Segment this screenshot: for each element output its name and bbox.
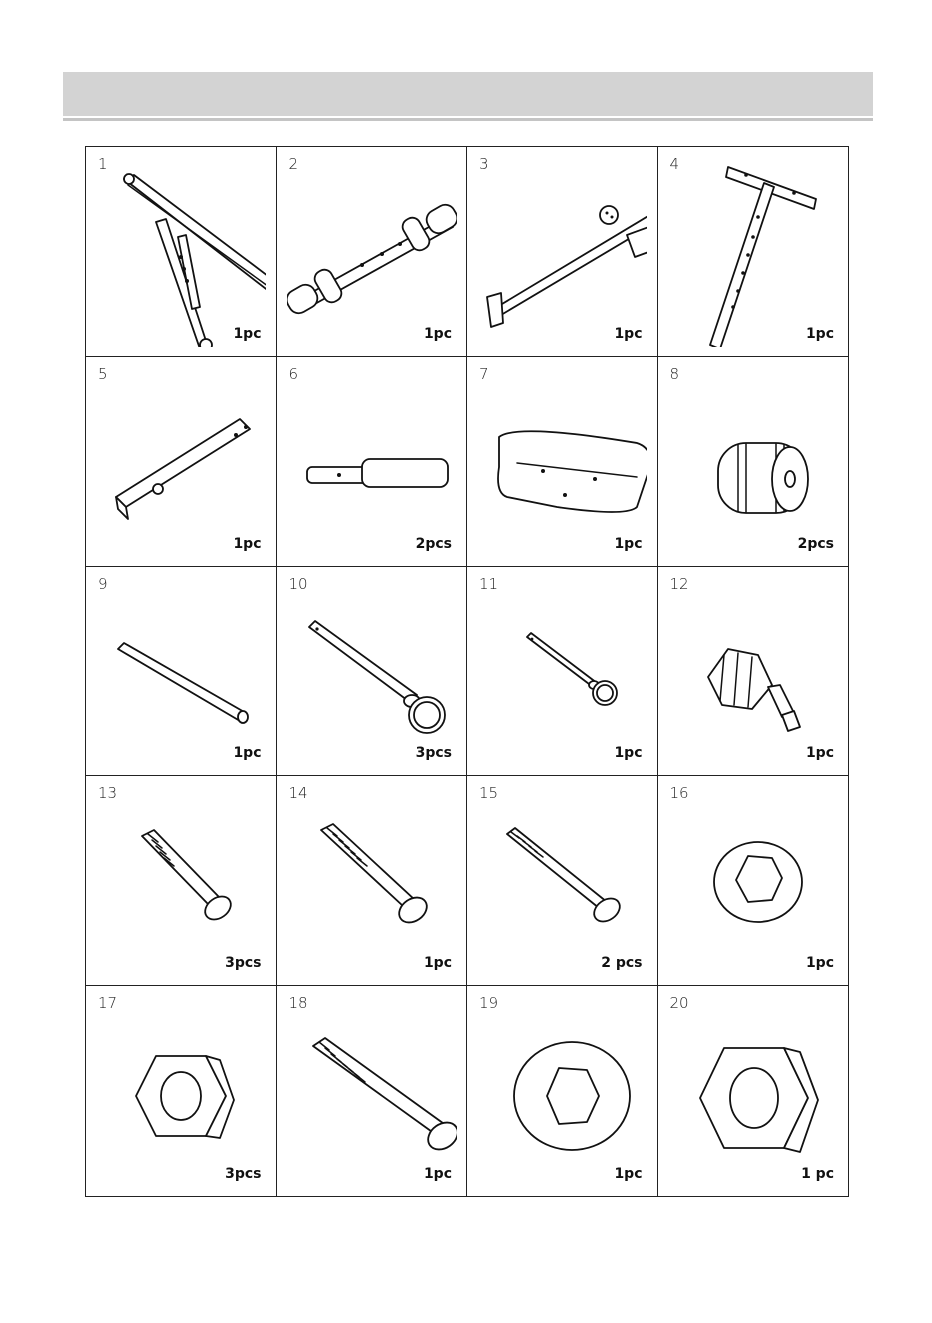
square-tube-icon [96,364,266,557]
seat-pad-icon [477,364,647,557]
ring-pin-large-icon [287,574,457,767]
padded-bar-icon [287,157,457,347]
part-quantity: 1pc [805,955,834,972]
part-cell-1 [86,147,277,357]
part-number: 17 [98,994,118,1013]
part-quantity: 1pc [423,1166,452,1182]
part-number: 11 [479,574,499,593]
sleeve-axle-icon [287,364,457,557]
part-cell-13 [86,776,277,986]
part-number: 10 [288,574,308,593]
part-number: 9 [98,574,108,593]
nut-large-icon [668,996,838,1186]
part-cell-8 [658,357,849,567]
part-cell-5 [86,357,277,567]
part-quantity: 1pc [614,325,643,342]
part-number: 18 [288,994,308,1013]
part-quantity: 1pc [805,745,834,762]
part-quantity: 1pc [423,955,452,972]
t-post-icon [668,157,838,347]
part-quantity: 1pc [614,1166,643,1182]
part-cell-16 [658,776,849,986]
part-cell-9 [86,567,277,777]
part-number: 14 [288,784,308,803]
part-quantity: 1pc [614,535,643,552]
ring-pin-small-icon [477,574,647,767]
part-quantity: 2pcs [415,535,452,552]
part-quantity: 3pcs [225,1166,262,1182]
part-quantity: 1 pc [801,1166,834,1182]
part-number: 7 [479,364,489,383]
foam-roller-icon [668,364,838,557]
bolt-medium-icon [287,786,457,976]
part-cell-15 [467,776,658,986]
part-quantity: 1pc [233,745,262,762]
nut-small-icon [96,996,266,1186]
part-quantity: 1pc [233,535,262,552]
part-cell-10 [277,567,468,777]
part-cell-20 [658,986,849,1196]
part-quantity: 2pcs [797,535,834,552]
part-number: 12 [669,574,689,593]
part-cell-18 [277,986,468,1196]
arm-tube-icon [477,157,647,347]
part-number: 15 [479,784,499,803]
part-cell-4 [658,147,849,357]
part-cell-14 [277,776,468,986]
part-quantity: 1pc [233,325,262,342]
parts-grid [85,146,849,1197]
part-cell-19 [467,986,658,1196]
part-number: 4 [669,155,680,173]
part-cell-17 [86,986,277,1196]
part-quantity: 1pc [614,745,643,762]
washer-large-icon [477,996,647,1186]
part-quantity: 1pc [805,325,834,342]
part-number: 20 [669,994,689,1013]
part-number: 16 [669,784,689,803]
part-number: 2 [288,155,299,173]
part-cell-6 [277,357,468,567]
fold-frame-icon [96,157,266,347]
part-number: 8 [669,364,680,383]
part-number: 13 [98,784,118,803]
part-number: 19 [479,994,499,1013]
knob-icon [668,574,838,767]
part-number: 3 [479,155,489,173]
part-quantity: 1pc [423,325,452,342]
washer-small-icon [668,786,838,976]
bolt-long-icon [287,996,457,1186]
header-bar [63,72,873,116]
header-rule [63,118,873,121]
carriage-bolt-icon [477,786,647,976]
part-quantity: 2 pcs [601,955,643,972]
part-cell-12 [658,567,849,777]
part-quantity: 3pcs [415,745,452,762]
bolt-short-icon [96,786,266,976]
part-quantity: 3pcs [225,955,262,972]
part-number: 1 [98,155,108,173]
rod-icon [96,574,266,767]
part-cell-2 [277,147,468,357]
part-cell-11 [467,567,658,777]
part-number: 5 [98,364,108,383]
part-cell-3 [467,147,658,357]
part-cell-7 [467,357,658,567]
part-number: 6 [288,364,299,383]
